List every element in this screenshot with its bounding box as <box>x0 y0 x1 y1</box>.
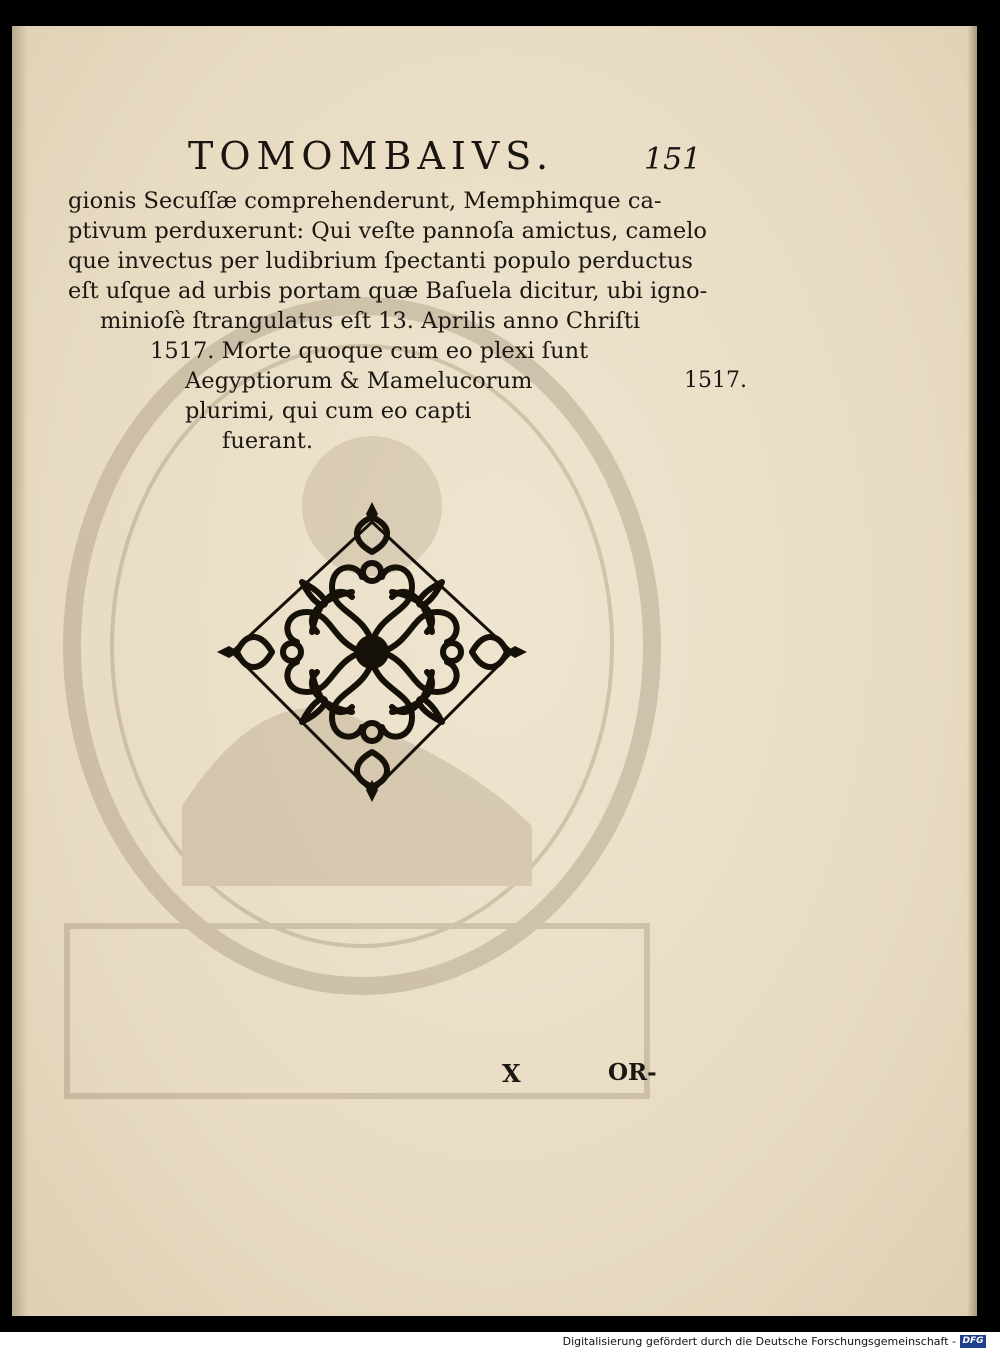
fleuron-ornament-icon <box>217 502 527 802</box>
funding-credit: Digitalisierung gefördert durch die Deutsche Forschungsgemeinschaft - <box>562 1335 956 1348</box>
text-line: Aegyptiorum & Mamelucorum <box>185 368 533 394</box>
text-line: que invectus per ludibrium ſpectanti populo perductus <box>68 248 693 274</box>
digitization-footer <box>0 1332 1000 1352</box>
page-gutter-shadow <box>12 26 28 1316</box>
text-line: eſt uſque ad urbis portam quæ Baſuela dicitur, ubi igno- <box>68 278 708 304</box>
text-line: ptivum perduxerunt: Qui veſte pannoſa amictus, camelo <box>68 218 707 244</box>
page-number: 151 <box>644 142 702 177</box>
page-edge-shadow <box>967 26 977 1316</box>
running-head: TOMOMBAIVS. <box>188 134 555 178</box>
margin-note-year: 1517. <box>684 368 747 393</box>
text-line: gionis Secuſſæ comprehenderunt, Memphimque ca- <box>68 188 662 214</box>
text-line: plurimi, qui cum eo capti <box>185 398 472 424</box>
book-page <box>12 26 977 1316</box>
text-line: 1517. Morte quoque cum eo plexi ſunt <box>150 338 589 364</box>
catchword: OR- <box>608 1059 657 1086</box>
text-line: fuerant. <box>222 428 313 454</box>
text-line: minioſè ſtrangulatus eſt 13. Aprilis anno Chriſti <box>100 308 641 334</box>
dfg-logo[interactable]: DFG <box>960 1335 986 1348</box>
signature-mark: X <box>502 1059 521 1088</box>
